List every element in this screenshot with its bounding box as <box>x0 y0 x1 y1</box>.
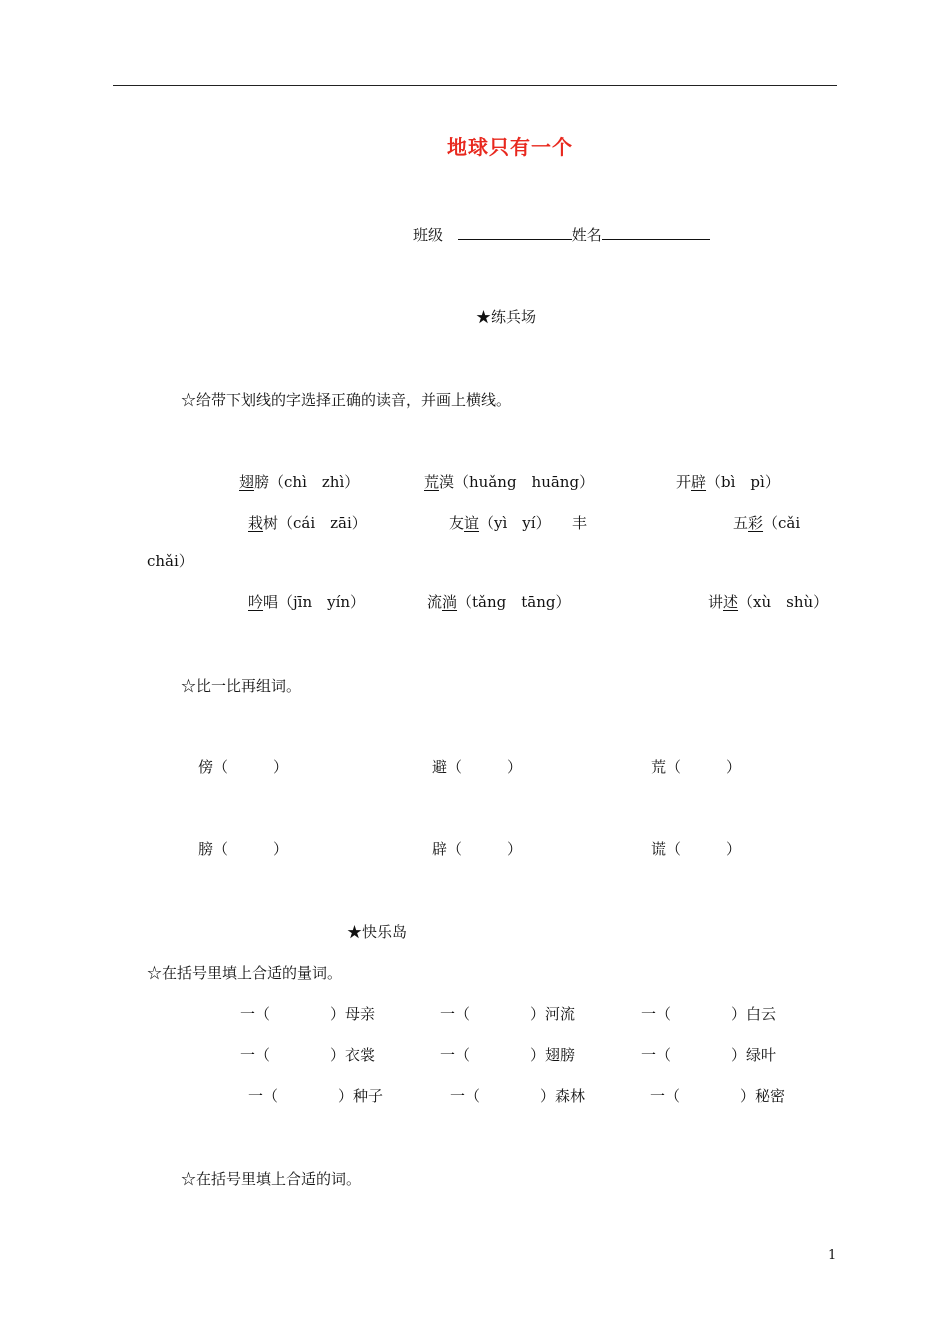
q1-instruction: ☆给带下划线的字选择正确的读音，并画上横线。 <box>181 391 512 409</box>
pinyin-item: 五彩（cǎi <box>733 514 801 532</box>
measure-word-item[interactable]: 一（ ）绿叶 <box>641 1046 777 1064</box>
q3-instruction: ☆在括号里填上合适的量词。 <box>147 964 343 982</box>
header-rule <box>113 85 837 86</box>
word-group-item[interactable]: 荒（ ） <box>651 758 742 776</box>
pinyin-item: 栽树（cái zāi） <box>248 514 367 532</box>
stray-mark: 丰 <box>572 514 588 532</box>
class-label: 班级 <box>413 226 444 244</box>
pinyin-item: 吟唱（jīn yín） <box>248 593 366 611</box>
name-blank[interactable] <box>602 225 710 240</box>
measure-word-item[interactable]: 一（ ）衣裳 <box>240 1046 376 1064</box>
name-label: 姓名 <box>571 226 602 244</box>
measure-word-item[interactable]: 一（ ）母亲 <box>240 1005 376 1023</box>
q2-instruction: ☆比一比再组词。 <box>181 677 302 695</box>
pinyin-item: 讲述（xù shù） <box>708 593 829 611</box>
page-number: 1 <box>828 1248 837 1263</box>
measure-word-item[interactable]: 一（ ）森林 <box>450 1087 586 1105</box>
q4-instruction: ☆在括号里填上合适的词。 <box>181 1170 362 1188</box>
page-title: 地球只有一个 <box>447 135 573 159</box>
section-heading-practice: ★练兵场 <box>476 308 537 326</box>
class-blank[interactable] <box>458 225 572 240</box>
measure-word-item[interactable]: 一（ ）白云 <box>641 1005 777 1023</box>
pinyin-item: 翅膀（chì zhì） <box>239 473 360 491</box>
word-group-item[interactable]: 避（ ） <box>432 758 523 776</box>
word-group-item[interactable]: 谎（ ） <box>651 840 742 858</box>
pinyin-item: 开辟（bì pì） <box>676 473 780 491</box>
measure-word-item[interactable]: 一（ ）秘密 <box>650 1087 786 1105</box>
pinyin-item: 流淌（tǎng tāng） <box>427 593 571 611</box>
measure-word-item[interactable]: 一（ ）种子 <box>248 1087 384 1105</box>
word-group-item[interactable]: 辟（ ） <box>432 840 523 858</box>
pinyin-wrap: chǎi） <box>147 552 194 570</box>
pinyin-item: 荒漠（huǎng huāng） <box>424 473 595 491</box>
section-heading-island: ★快乐岛 <box>347 923 408 941</box>
pinyin-item: 友谊（yì yí） <box>449 514 551 532</box>
word-group-item[interactable]: 膀（ ） <box>198 840 289 858</box>
word-group-item[interactable]: 傍（ ） <box>198 758 289 776</box>
measure-word-item[interactable]: 一（ ）河流 <box>440 1005 576 1023</box>
student-info-line <box>413 224 710 245</box>
measure-word-item[interactable]: 一（ ）翅膀 <box>440 1046 576 1064</box>
